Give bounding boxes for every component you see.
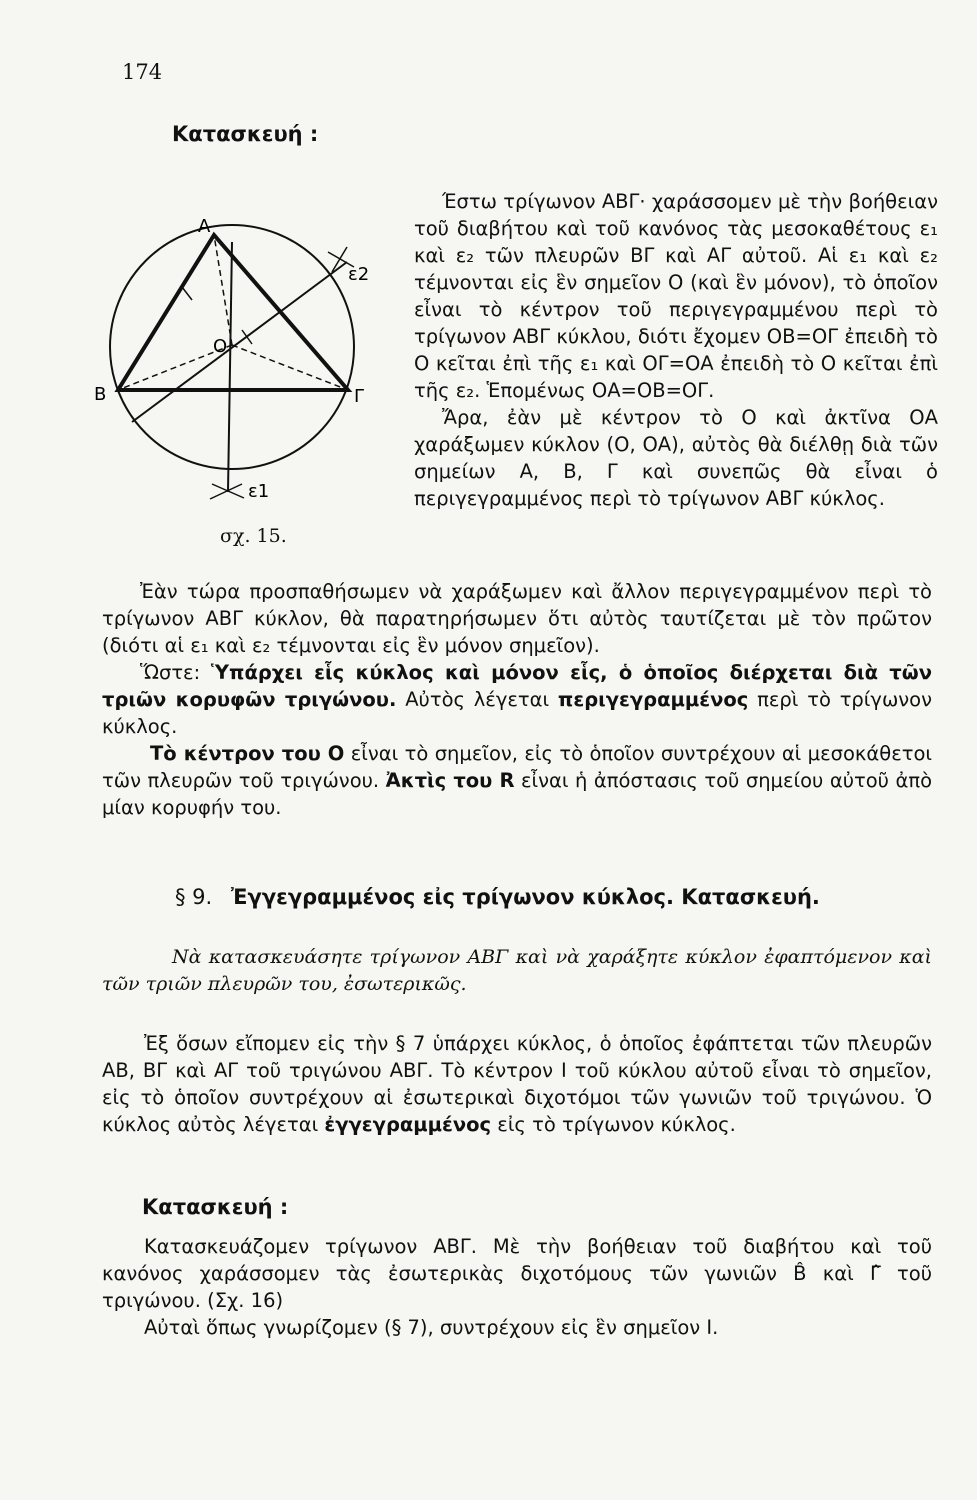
task-block bbox=[102, 944, 932, 998]
para5-bold1: Τὸ κέντρον του Ο bbox=[150, 742, 345, 765]
circumcircle-diagram bbox=[92, 212, 412, 522]
page-number: 174 bbox=[122, 60, 163, 84]
triangle-abg bbox=[118, 235, 348, 390]
label-e2: ε2 bbox=[348, 264, 370, 285]
paragraph-7: Κατασκευάζομεν τρίγωνον ΑΒΓ. Μὲ τὴν βοήθειαν τοῦ διαβήτου καὶ τοῦ κανόνος χαράσσομεν τὰς ἐσωτερικὰς διχοτόμους τῶν γωνιῶν B̂ καὶ Γ̂ τοῦ τριγώνου. (Σχ. 16) bbox=[102, 1235, 932, 1312]
para6-text2: εἰς τὸ τρίγωνον κύκλος. bbox=[491, 1113, 736, 1136]
label-b: B bbox=[94, 384, 107, 405]
figure-15 bbox=[92, 212, 412, 526]
perpendicular-bisector-e2 bbox=[132, 262, 347, 422]
para4-tail: περὶ τὸ τρίγωνον κύκλος. bbox=[102, 688, 932, 738]
label-e1: ε1 bbox=[248, 481, 270, 502]
label-g: Γ bbox=[354, 386, 365, 407]
task-statement: Νὰ κατασκευάσητε τρίγωνον ΑΒΓ καὶ νὰ χαράξητε κύκλον ἐφαπτόμενον καὶ τῶν τριῶν πλευρῶν του, ἐσωτερικῶς. bbox=[102, 946, 932, 995]
main-text-block bbox=[102, 578, 932, 821]
para5-bold2: Ἀκτὶς του R bbox=[385, 769, 515, 792]
paragraph-1: Έστω τρίγωνον ΑΒΓ· χαράσσομεν μὲ τὴν βοήθειαν τοῦ διαβήτου καὶ τοῦ κανόνος τὰς μεσοκαθέτους ε₁ καὶ ε₂ τῶν πλευρῶν ΒΓ καὶ ΑΓ αὐτοῦ. Αἱ ε₁ καὶ ε₂ τέμνονται εἰς ἓν σημεῖον Ο (καὶ ἓν μόνον), τὸ ὁποῖον εἶναι τὸ κέντρον τοῦ περιγεγραμμένου περὶ τὸ τρίγωνον ΑΒΓ κύκλου, διότι ἔχομεν ΟΒ=ΟΓ ἐπειδὴ τὸ Ο κεῖται ἐπὶ τῆς ε₁ καὶ ΟΓ=ΟΑ ἐπειδὴ τὸ Ο κεῖται ἐπὶ τῆς ε₂. Ἑπομένως ΟΑ=ΟΒ=ΟΓ. bbox=[414, 190, 938, 402]
paragraph-2: Ἄρα, ἐὰν μὲ κέντρον τὸ Ο καὶ ἀκτῖνα ΟΑ χαράξωμεν κύκλον (Ο, ΟΑ), αὐτὸς θὰ διέλθῃ διὰ τῶν σημείων Α, Β, Γ καὶ συνεπῶς θὰ εἶναι ὁ περιγεγραμμένος περὶ τὸ τρίγωνον ΑΒΓ κύκλος. bbox=[414, 406, 938, 510]
para4-lead: Ὥστε: bbox=[140, 661, 211, 684]
para4-bold: Ὑπάρχει εἷς κύκλος καὶ μόνον εἷς, ὁ ὁποῖος διέρχεται διὰ τῶν τριῶν κορυφῶν τριγώνου. bbox=[102, 661, 932, 711]
perpendicular-bisector-e1 bbox=[228, 242, 232, 492]
section-heading bbox=[175, 885, 820, 909]
label-a: A bbox=[198, 216, 211, 237]
para4-mid: Αὐτὸς λέγεται bbox=[396, 688, 558, 711]
figure-caption: σχ. 15. bbox=[220, 525, 287, 547]
section-number: § 9. bbox=[175, 885, 213, 909]
construction-text-block bbox=[102, 1233, 932, 1341]
right-column bbox=[414, 188, 938, 512]
paragraph-3: Ἐὰν τώρα προσπαθήσωμεν νὰ χαράξωμεν καὶ ἄλλον περιγεγραμμένον περὶ τὸ τρίγωνον ΑΒΓ κύκλον, θὰ παρατηρήσωμεν ὅτι αὐτὸς ταυτίζεται μὲ τὸν πρῶτον (διότι αἱ ε₁ καὶ ε₂ τέμνονται εἰς ἓν μόνον σημεῖον). bbox=[102, 580, 932, 657]
arc-mark-bottom bbox=[210, 484, 244, 499]
label-o: O bbox=[213, 336, 228, 357]
para5-text1: εἶναι τὸ σημεῖον, εἰς τὸ ὁποῖον συντρέχουν αἱ μεσοκάθετοι τῶν πλευρῶν τοῦ τριγώνου. bbox=[102, 742, 932, 792]
para6-text1: Ἐξ ὅσων εἴπομεν εἰς τὴν § 7 ὑπάρχει κύκλος, ὁ ὁποῖος ἐφάπτεται τῶν πλευρῶν ΑΒ, ΒΓ καὶ ΑΓ τοῦ τριγώνου ΑΒΓ. Τὸ κέντρον Ι τοῦ κύκλου αὐτοῦ εἶναι τὸ σημεῖον, εἰς τὸ ὁποῖον συντρέχουν αἱ ἐσωτερικαὶ διχοτόμοι τῶν γωνιῶν τοῦ τριγώνου. Ὁ κύκλος αὐτὸς λέγεται bbox=[102, 1032, 932, 1136]
para4-bold2: περιγεγραμμένος bbox=[557, 688, 749, 711]
incircle-text-block bbox=[102, 1030, 932, 1138]
construction-heading-2: Κατασκευή : bbox=[142, 1195, 289, 1219]
construction-heading: Κατασκευή : bbox=[172, 122, 319, 146]
para5-text2: εἶναι ἡ ἀπόστασις τοῦ σημείου αὐτοῦ ἀπὸ μίαν κορυφήν του. bbox=[102, 769, 932, 819]
para6-bold: ἐγγεγραμμένος bbox=[324, 1113, 492, 1136]
paragraph-8: Αὐταὶ ὅπως γνωρίζομεν (§ 7), συντρέχουν εἰς ἓν σημεῖον Ι. bbox=[144, 1316, 719, 1339]
paragraph-4 bbox=[102, 659, 932, 740]
section-title: Ἐγγεγραμμένος εἰς τρίγωνον κύκλος. Κατασκευή. bbox=[230, 885, 820, 909]
paragraph-6 bbox=[102, 1030, 932, 1138]
paragraph-5 bbox=[102, 740, 932, 821]
